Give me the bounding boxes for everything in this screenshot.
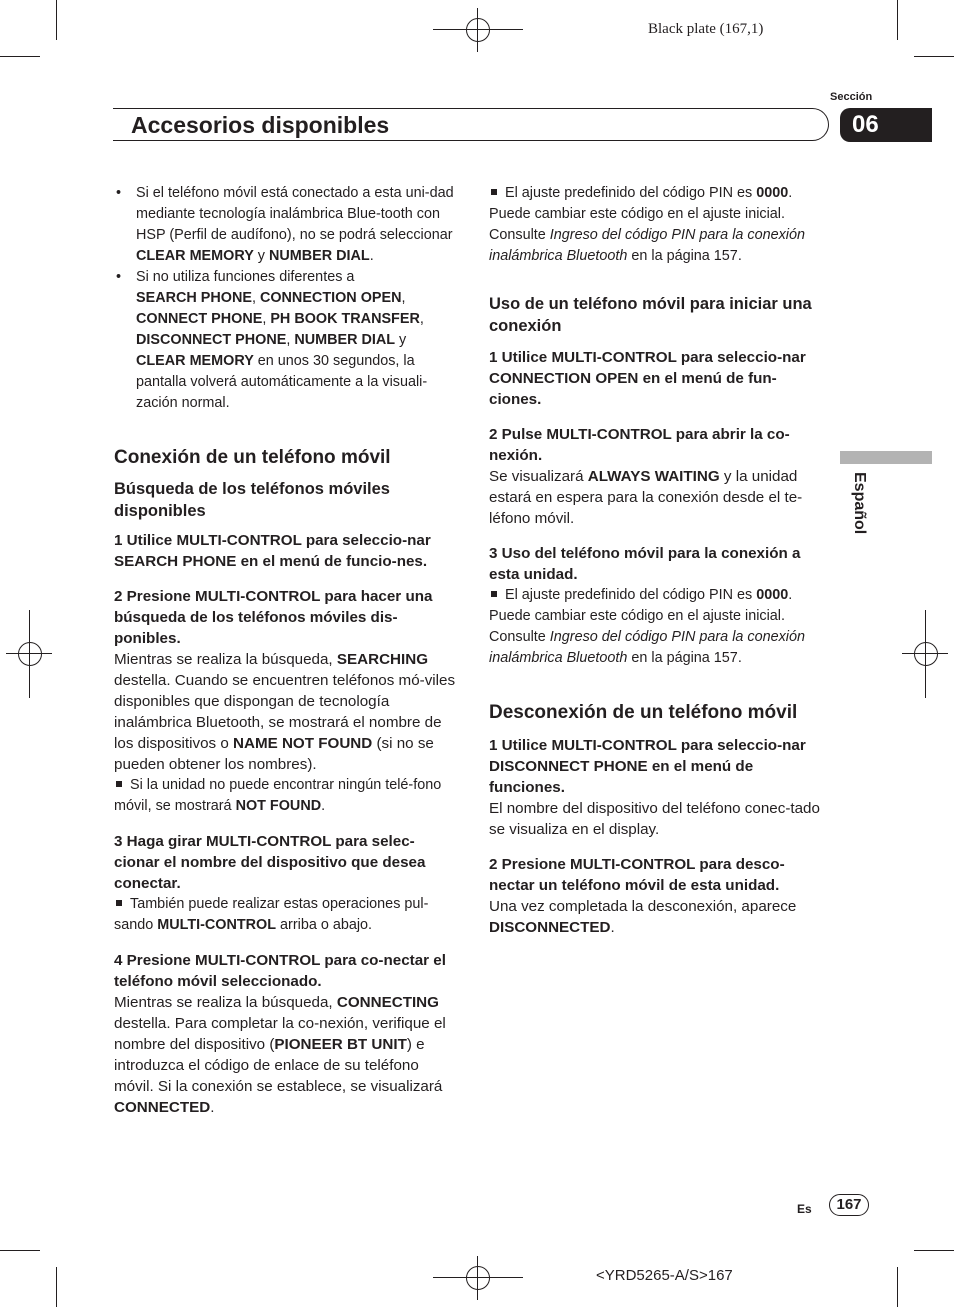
step-1-body: El nombre del dispositivo del teléfono conec-tado se visualiza en el display. xyxy=(489,800,820,838)
step-1: 1 Utilice MULTI-CONTROL para seleccio-nar CONNECTION OPEN en el menú de fun-ciones. xyxy=(489,349,806,408)
bullet-item: • Si el teléfono móvil está conectado a esta uni-dad mediante tecnología inalámbrica Blue-tooth con HSP (Perfil de audífono), no se podrá seleccionar CLEAR MEMORY y NUMBER DIAL. xyxy=(114,183,456,267)
step-1: 1 Utilice MULTI-CONTROL para seleccio-nar DISCONNECT PHONE en el menú de funciones. xyxy=(489,737,806,796)
bullet-item: • Si no utiliza funciones diferentes a SEARCH PHONE, CONNECTION OPEN, CONNECT PHONE, PH BOOK TRANSFER, DISCONNECT PHONE, NUMBER DIAL y CLEAR MEMORY en unos 30 segundos, la pantalla volverá automáticamente a la visuali-zación normal. xyxy=(114,267,456,414)
plate-label: Black plate (167,1) xyxy=(648,21,764,37)
note-square-icon xyxy=(116,781,122,787)
step-4: 4 Presione MULTI-CONTROL para co-nectar el teléfono móvil seleccionado. xyxy=(114,952,446,990)
document-code: <YRD5265-A/S>167 xyxy=(596,1267,733,1284)
step-2: 2 Presione MULTI-CONTROL para hacer una búsqueda de los teléfonos móviles dis-ponibles. xyxy=(114,588,433,647)
note-square-icon xyxy=(491,591,497,597)
step-3: 3 Uso del teléfono móvil para la conexión a esta unidad. xyxy=(489,545,801,583)
crop-mark xyxy=(56,1267,57,1307)
note: El ajuste predefinido del código PIN es 0000. Puede cambiar este código en el ajuste inicial. Consulte Ingreso del código PIN para la conexión inalámbrica Bluetooth en la página 157. xyxy=(489,587,805,666)
subsection-heading: Uso de un teléfono móvil para iniciar una conexión xyxy=(489,295,812,335)
crop-mark xyxy=(897,0,898,40)
page-language: Es xyxy=(797,1202,812,1216)
crop-mark xyxy=(914,56,954,57)
section-number-badge xyxy=(840,108,932,142)
step-2: 2 Presione MULTI-CONTROL para desco-nectar un teléfono móvil de esta unidad. xyxy=(489,856,785,894)
section-number: 06 xyxy=(852,111,879,138)
note-square-icon xyxy=(491,189,497,195)
crop-mark xyxy=(897,1267,898,1307)
crop-mark xyxy=(0,56,40,57)
section-heading: Desconexión de un teléfono móvil xyxy=(489,702,798,723)
note: Si la unidad no puede encontrar ningún telé-fono móvil, se mostrará NOT FOUND. xyxy=(114,777,442,814)
page-number: 167 xyxy=(829,1194,869,1216)
crop-mark xyxy=(914,1250,954,1251)
language-tab xyxy=(840,451,932,464)
step-2-body: Mientras se realiza la búsqueda, SEARCHING destella. Cuando se encuentren teléfonos mó-viles disponibles que dispongan de tecnología inalámbrica Bluetooth, se mostrará el nombre de los dispositivos o NAME NOT FOUND (si no se pueden obtener los nombres). xyxy=(114,651,456,773)
right-column xyxy=(489,183,829,938)
subsection-heading: Búsqueda de los teléfonos móviles disponibles xyxy=(114,480,390,520)
note-square-icon xyxy=(116,900,122,906)
language-label: Español xyxy=(851,472,868,535)
page-title: Accesorios disponibles xyxy=(131,112,390,138)
left-column xyxy=(114,183,456,1118)
step-4-body: Mientras se realiza la búsqueda, CONNECTING destella. Para completar la co-nexión, verifique el nombre del dispositivo (PIONEER BT UNIT) e introduzca el código de enlace de su teléfono móvil. Si la conexión se establece, se visualizará CONNECTED. xyxy=(114,994,446,1116)
step-1: 1 Utilice MULTI-CONTROL para seleccio-nar SEARCH PHONE en el menú de funcio-nes. xyxy=(114,532,431,570)
step-2-body: Una vez completada la desconexión, aparece DISCONNECTED. xyxy=(489,898,797,936)
step-2-body: Se visualizará ALWAYS WAITING y la unidad estará en espera para la conexión desde el te-léfono móvil. xyxy=(489,468,803,527)
section-label: Sección xyxy=(830,91,873,103)
note: El ajuste predefinido del código PIN es 0000. Puede cambiar este código en el ajuste inicial. Consulte Ingreso del código PIN para la conexión inalámbrica Bluetooth en la página 157. xyxy=(489,185,805,264)
section-heading: Conexión de un teléfono móvil xyxy=(114,447,391,468)
title-bar xyxy=(113,108,829,141)
crop-mark xyxy=(0,1250,40,1251)
step-3: 3 Haga girar MULTI-CONTROL para selec-cionar el nombre del dispositivo que desea conectar. xyxy=(114,833,426,892)
note: También puede realizar estas operaciones pul-sando MULTI-CONTROL arriba o abajo. xyxy=(114,896,429,933)
crop-mark xyxy=(56,0,57,40)
step-2: 2 Pulse MULTI-CONTROL para abrir la co-nexión. xyxy=(489,426,790,464)
